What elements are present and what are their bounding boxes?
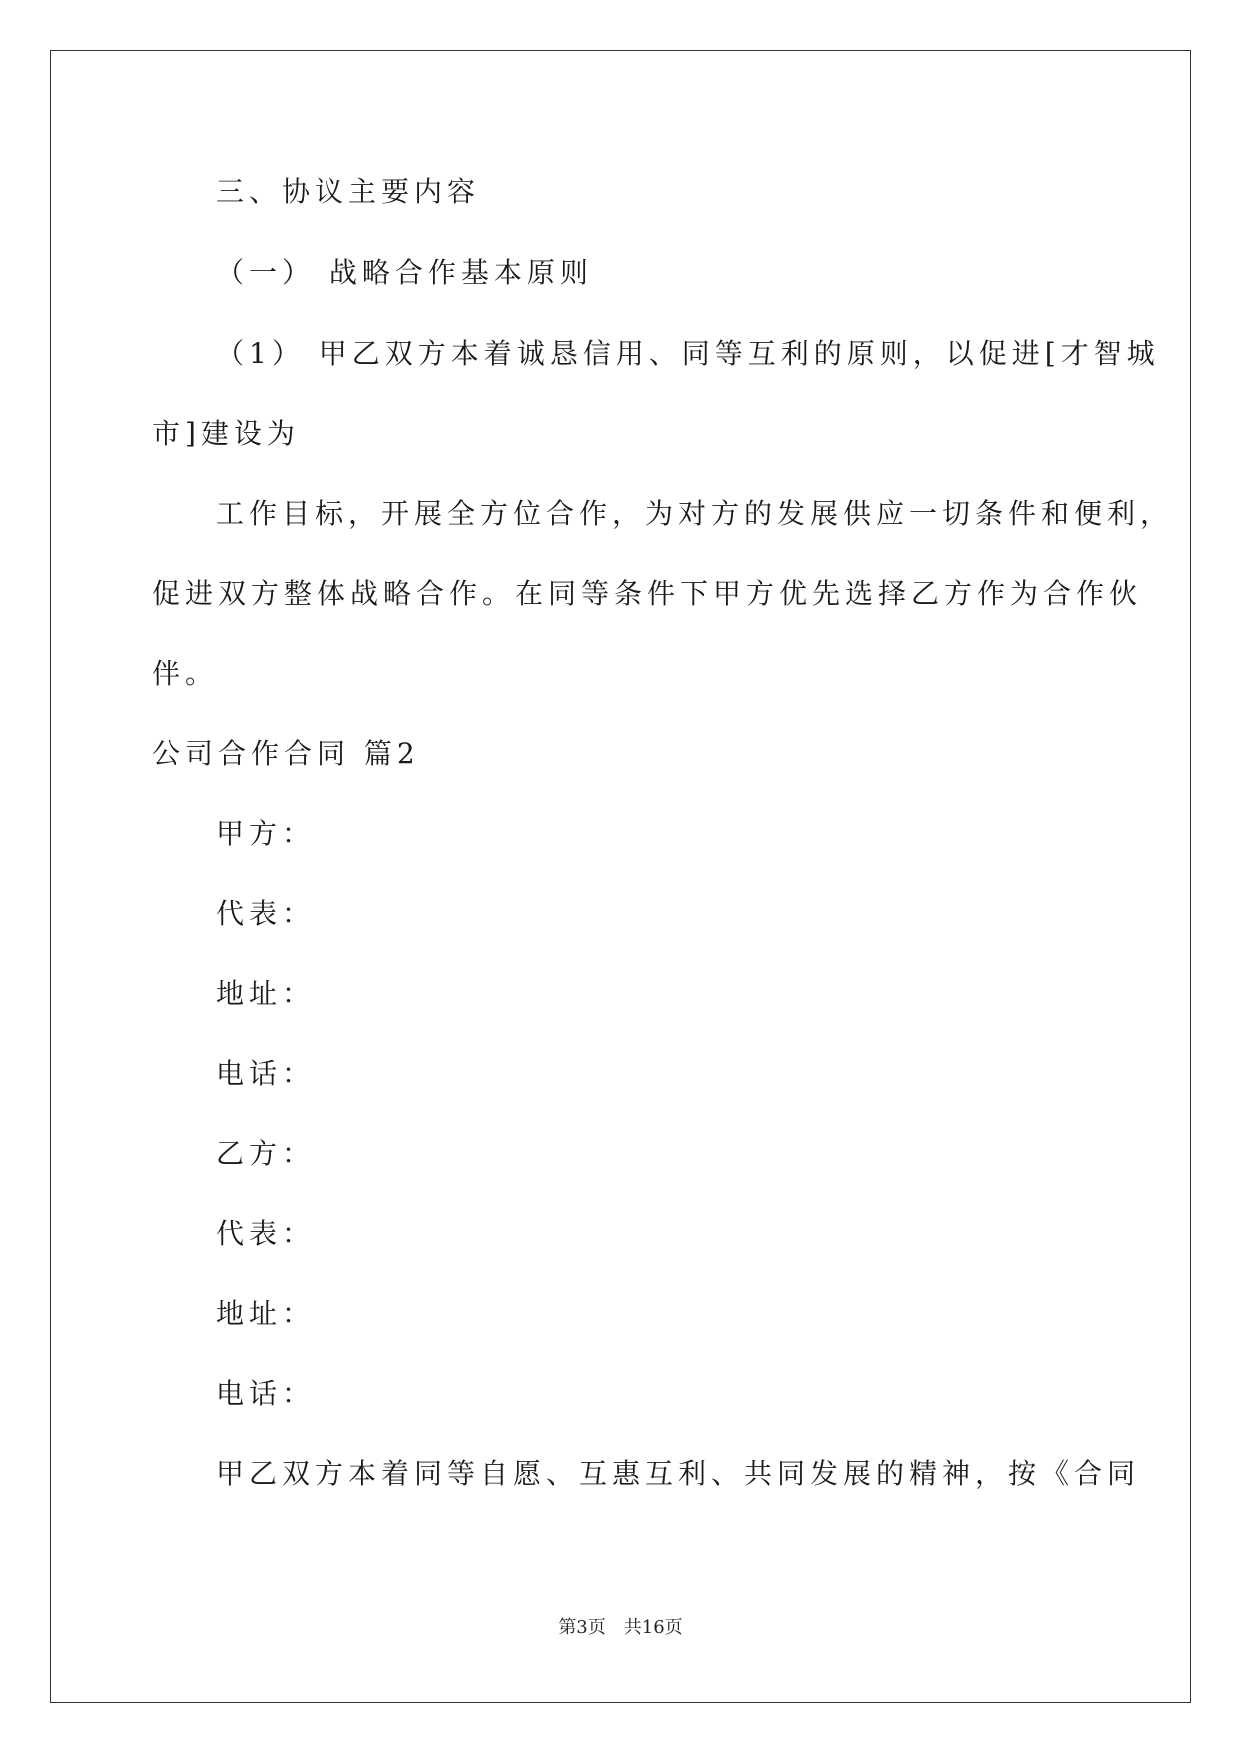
subsection-heading: （一） 战略合作基本原则 [216, 256, 593, 289]
paragraph-line: 甲乙双方本着同等自愿、互惠互利、共同发展的精神，按《合同 [216, 1457, 1141, 1490]
paragraph-line: 工作目标，开展全方位合作，为对方的发展供应一切条件和便利， [216, 497, 1174, 530]
article-title: 公司合作合同 篇2 [152, 737, 420, 770]
party-a-phone-label: 电话： [216, 1057, 316, 1090]
party-a-label: 甲方： [216, 817, 316, 850]
paragraph-line: （1） 甲乙双方本着诚恳信用、同等互利的原则，以促进[才智城 [216, 337, 1160, 370]
party-b-label: 乙方： [216, 1137, 316, 1170]
party-a-address-label: 地址： [216, 977, 316, 1010]
party-a-representative-label: 代表： [216, 897, 316, 930]
page-number-indicator: 第3页 共16页 [558, 1617, 683, 1638]
paragraph-line: 伴。 [152, 657, 219, 690]
paragraph-line: 促进双方整体战略合作。在同等条件下甲方优先选择乙方作为合作伙 [152, 577, 1143, 610]
party-b-phone-label: 电话： [216, 1377, 316, 1410]
paragraph-line: 市]建设为 [152, 417, 300, 450]
section-heading: 三、协议主要内容 [216, 175, 481, 208]
party-b-representative-label: 代表： [216, 1217, 316, 1250]
party-b-address-label: 地址： [216, 1297, 316, 1330]
